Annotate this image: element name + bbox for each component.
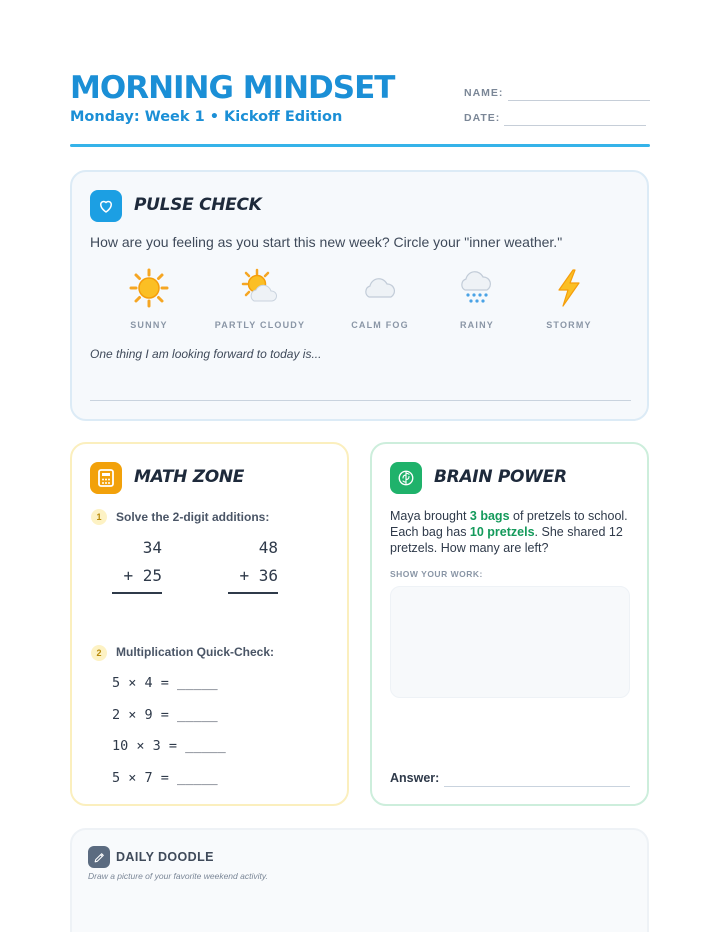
story-text: . She shared 12 pretzels. How many are left? <box>390 525 623 555</box>
pulse-question: How are you feeling as you start this new week? Circle your "inner weather." <box>90 234 563 250</box>
math-zone-card <box>70 442 349 806</box>
story-text: Maya brought <box>390 509 470 523</box>
lightning-icon <box>549 268 589 308</box>
name-label: NAME: <box>464 87 504 99</box>
rain-cloud-icon <box>457 268 497 308</box>
answer-field[interactable] <box>444 786 630 787</box>
heart-icon <box>90 190 122 222</box>
weather-label-partly-cloudy: PARTLY CLOUDY <box>214 320 306 330</box>
brain-power-card <box>370 442 649 806</box>
name-field[interactable] <box>508 100 650 101</box>
pulse-check-title: PULSE CHECK <box>134 195 262 215</box>
page-subtitle: Monday: Week 1 • Kickoff Edition <box>70 109 343 125</box>
header-divider <box>70 144 650 147</box>
sum-line <box>112 592 162 594</box>
story-highlight: 3 bags <box>469 509 510 523</box>
addend-bottom: + 36 <box>239 566 278 585</box>
worksheet-header <box>70 68 650 148</box>
weather-label-rainy: RAINY <box>459 320 494 330</box>
looking-forward-answer-line[interactable] <box>90 400 631 401</box>
story-highlight: 10 pretzels <box>469 525 535 539</box>
page-title: MORNING MINDSET <box>70 70 395 106</box>
brain-power-title: BRAIN POWER <box>434 467 567 487</box>
weather-label-stormy: STORMY <box>546 320 592 330</box>
addend-top: 48 <box>258 538 278 557</box>
date-label: DATE: <box>464 112 501 124</box>
weather-option-sunny[interactable] <box>89 268 209 332</box>
partly-cloudy-icon <box>240 268 280 308</box>
looking-forward-prompt: One thing I am looking forward to today is... <box>90 347 322 361</box>
addend-top: 34 <box>142 538 162 557</box>
step-badge-1: 1 <box>91 509 107 525</box>
multiplication-instructions: Multiplication Quick-Check: <box>116 645 275 659</box>
story-text: of pretzels to school. Each bag has <box>390 509 628 539</box>
math-zone-title: MATH ZONE <box>134 467 245 487</box>
weather-label-sunny: SUNNY <box>130 320 168 330</box>
cloud-icon <box>360 268 400 308</box>
brain-icon <box>390 462 422 494</box>
pulse-check-card <box>70 170 649 421</box>
daily-doodle-card <box>70 828 649 932</box>
addition-problem-1 <box>100 534 162 594</box>
weather-label-calm-fog: CALM FOG <box>351 320 409 330</box>
calculator-icon <box>90 462 122 494</box>
show-work-label: SHOW YOUR WORK: <box>390 569 483 579</box>
word-problem <box>390 508 635 556</box>
answer-label: Answer: <box>390 771 440 785</box>
multiplication-problem-3[interactable]: 10 × 3 = _____ <box>112 738 226 754</box>
weather-option-partly-cloudy[interactable] <box>200 268 320 332</box>
step-badge-2: 2 <box>91 645 107 661</box>
work-area[interactable] <box>390 586 630 698</box>
pencil-icon <box>88 846 110 868</box>
weather-option-stormy[interactable] <box>509 268 629 332</box>
multiplication-problem-4[interactable]: 5 × 7 = _____ <box>112 770 218 786</box>
sum-line <box>228 592 278 594</box>
addition-instructions: Solve the 2-digit additions: <box>116 510 270 524</box>
multiplication-problem-2[interactable]: 2 × 9 = _____ <box>112 707 218 723</box>
multiplication-problem-1[interactable]: 5 × 4 = _____ <box>112 675 218 691</box>
date-field[interactable] <box>504 125 646 126</box>
addend-bottom: + 25 <box>123 566 162 585</box>
daily-doodle-instructions: Draw a picture of your favorite weekend activity. <box>88 871 268 881</box>
sun-icon <box>129 268 169 308</box>
addition-problem-2 <box>216 534 278 594</box>
daily-doodle-title: DAILY DOODLE <box>116 850 214 864</box>
